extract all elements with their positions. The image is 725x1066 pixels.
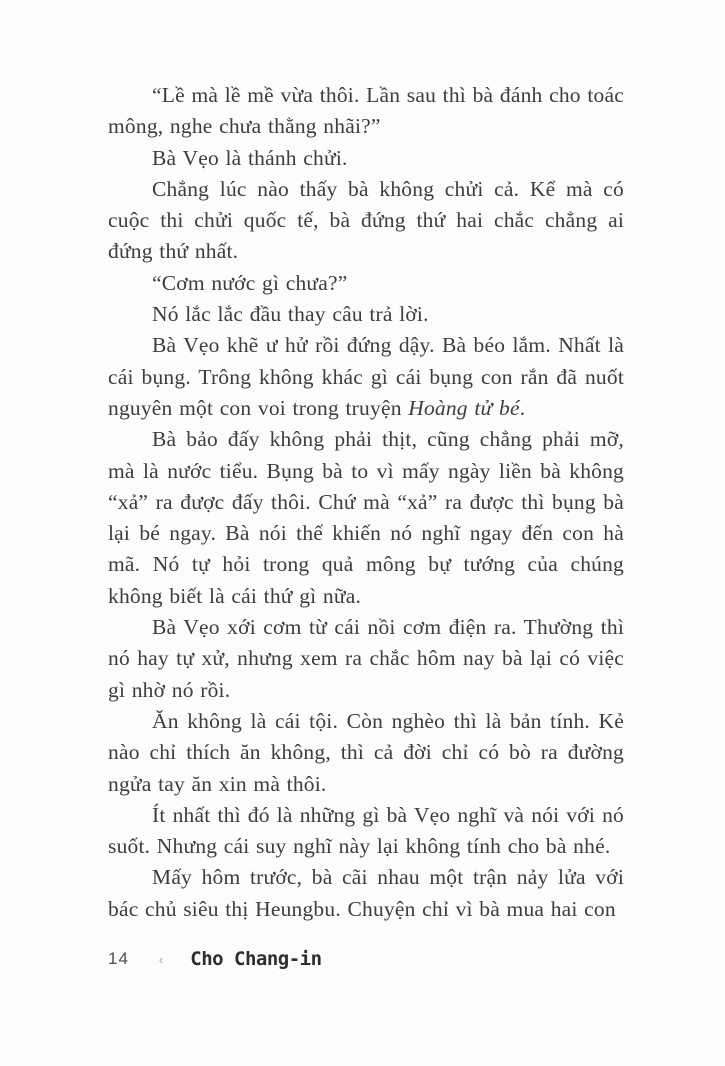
text-run: Bà Vẹo xới cơm từ cái nồi cơm điện ra. Thường thì nó hay tự xử, nhưng xem ra chắc hôm nay bà lại có việc gì nhờ nó rồi. xyxy=(108,615,624,702)
paragraph xyxy=(108,612,624,706)
paragraph xyxy=(108,330,624,424)
text-run: . xyxy=(519,395,526,420)
paragraph xyxy=(108,174,624,268)
paragraph xyxy=(108,862,624,925)
book-title-italic: Hoàng tử bé xyxy=(408,395,520,420)
page-number: 14 xyxy=(108,949,129,968)
paragraph xyxy=(108,706,624,800)
text-run: “Cơm nước gì chưa?” xyxy=(152,270,348,295)
paragraph xyxy=(108,80,624,143)
paragraph xyxy=(108,424,624,612)
paragraph xyxy=(108,143,624,174)
text-run: Bà Vẹo là thánh chửi. xyxy=(152,145,348,170)
text-run: Ít nhất thì đó là những gì bà Vẹo nghĩ và nói với nó suốt. Nhưng cái suy nghĩ này lại không tính cho bà nhé. xyxy=(108,802,624,859)
page-footer xyxy=(108,948,624,970)
body-text xyxy=(108,80,624,925)
text-run: Nó lắc lắc đầu thay câu trả lời. xyxy=(152,302,429,327)
text-run: Chẳng lúc nào thấy bà không chửi cả. Kể mà có cuộc thi chửi quốc tế, bà đứng thứ hai chắc chẳng ai đứng thứ nhất. xyxy=(108,176,624,264)
paragraph xyxy=(108,299,624,330)
paragraph xyxy=(108,800,624,863)
footer-separator-icon: ‹ xyxy=(158,951,164,967)
text-run: “Lề mà lề mề vừa thôi. Lần sau thì bà đánh cho toác mông, nghe chưa thằng nhãi?” xyxy=(108,83,624,139)
paragraph xyxy=(108,268,624,299)
text-run: Bà bảo đấy không phải thịt, cũng chẳng phải mỡ, mà là nước tiểu. Bụng bà to vì mấy ngày liền bà không “xả” ra được đấy thôi. Chứ mà “xả” ra được thì bụng bà lại bé ngay. Bà nói thế khiến nó nghĩ ngay đến con hà mã. Nó tự hỏi trong quả mông bự tướng của chúng không biết là cái thứ gì nữa. xyxy=(108,427,624,608)
author-name: Cho Chang-in xyxy=(190,948,322,970)
text-run: Mấy hôm trước, bà cãi nhau một trận nảy lửa với bác chủ siêu thị Heungbu. Chuyện chỉ vì bà mua hai con xyxy=(108,865,624,921)
text-run: Bà Vẹo khẽ ư hử rồi đứng dậy. Bà béo lắm. Nhất là cái bụng. Trông không khác gì cái bụng con rắn đã nuốt nguyên một con voi trong truyện xyxy=(108,333,624,420)
text-run: Ăn không là cái tội. Còn nghèo thì là bản tính. Kẻ nào chỉ thích ăn không, thì cả đời chỉ có bò ra đường ngửa tay ăn xin mà thôi. xyxy=(108,708,624,796)
